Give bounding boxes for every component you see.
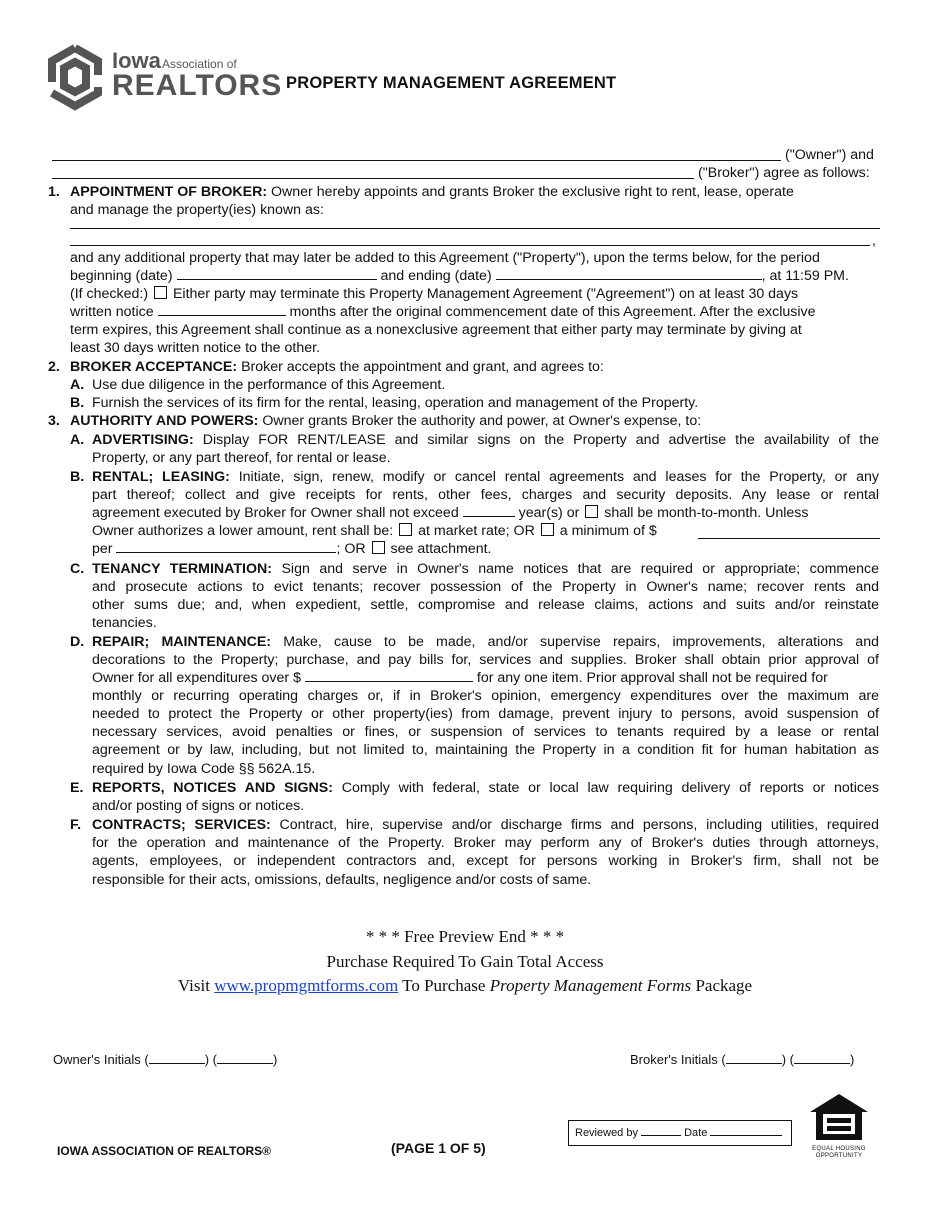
property-address-field-1[interactable] — [70, 228, 880, 229]
section-3f-line-3: agents, employees, or independent contractors and, except for persons working in Broker's firm, shall not be — [92, 853, 879, 869]
paren-open: ( — [789, 1052, 795, 1067]
section-3c-line-4: tenancies. — [92, 615, 157, 631]
expenditure-limit-field[interactable] — [305, 669, 473, 682]
realtors-hexagon-icon — [44, 42, 106, 112]
address-comma: , — [872, 233, 876, 249]
purchase-link-line — [0, 976, 930, 996]
page-title: PROPERTY MANAGEMENT AGREEMENT — [286, 74, 617, 92]
footer-organization: IOWA ASSOCIATION OF REALTORS® — [57, 1144, 271, 1158]
section-1-line-6 — [70, 303, 816, 321]
review-date-label: Date — [684, 1127, 708, 1139]
iowa-realtors-logo — [44, 42, 283, 114]
early-termination-checkbox[interactable] — [154, 286, 167, 299]
section-3e-line-2: and/or posting of signs or notices. — [92, 798, 305, 814]
beginning-date-field[interactable] — [177, 267, 377, 280]
section-3f-line-1 — [92, 816, 879, 834]
rental-leasing-heading: RENTAL; LEASING: — [92, 469, 230, 485]
section-3f-label: F. — [70, 817, 82, 833]
lease-years-field[interactable] — [463, 504, 515, 517]
section-3a-label: A. — [70, 432, 85, 448]
reviewed-by-label: Reviewed by — [575, 1127, 638, 1139]
section-1-text: Owner hereby appoints and grants Broker the exclusive right to rent, lease, operate — [271, 184, 794, 200]
section-3c-line-1 — [92, 560, 879, 578]
owner-initials-field-2[interactable] — [217, 1051, 273, 1064]
section-2b-text: Furnish the services of its firm for the rental, leasing, operation and management of the Property. — [92, 395, 699, 411]
section-1-line-8: least 30 days written notice to the other. — [70, 340, 321, 356]
section-3d-line-2: decorations to the Property; purchase, and pay bills for, services and supplies. Broker shall obtain prior approval of — [92, 652, 879, 668]
reviewed-by-field[interactable] — [641, 1125, 681, 1136]
month-to-month-checkbox[interactable] — [585, 505, 598, 518]
lease-limit-text: agreement executed by Broker for Owner shall not exceed — [92, 505, 459, 521]
section-1-line-2: and manage the property(ies) known as: — [70, 202, 324, 218]
market-rate-checkbox[interactable] — [399, 523, 412, 536]
or-text: ; OR — [336, 541, 366, 557]
propmgmtforms-link[interactable]: www.propmgmtforms.com — [214, 976, 399, 995]
reviewed-by-box — [568, 1120, 792, 1146]
section-3c-label: C. — [70, 561, 85, 577]
section-3-heading: AUTHORITY AND POWERS: — [70, 413, 259, 429]
years-or-text: year(s) or — [518, 505, 580, 521]
eho-line-1: EQUAL HOUSING — [812, 1146, 866, 1152]
owner-initials-field-1[interactable] — [149, 1051, 205, 1064]
section-1-line-1 — [70, 183, 794, 201]
section-3d-line-5: needed to protect the Property or other property(ies) from damage, prevent injury to persons, avoid suspension of — [92, 706, 879, 722]
reviewed-by-row — [575, 1124, 782, 1142]
see-attachment-text: see attachment. — [390, 541, 492, 557]
tenancy-termination-text: Sign and serve in Owner's name notices that are required or appropriate; commence — [281, 561, 879, 577]
paren-open: ( — [721, 1052, 726, 1067]
section-2-text: Broker accepts the appointment and grant, and agrees to: — [241, 359, 604, 375]
section-1-heading: APPOINTMENT OF BROKER: — [70, 184, 268, 200]
equal-housing-house-icon — [808, 1092, 870, 1142]
section-1-number: 1. — [48, 184, 60, 200]
expenditure-text: Owner for all expenditures over $ — [92, 670, 301, 686]
page-number: (PAGE 1 OF 5) — [391, 1140, 486, 1156]
notice-months-field[interactable] — [158, 303, 286, 316]
contracts-services-text: Contract, hire, supervise and/or discharge firms and persons, including utilities, required — [279, 817, 879, 833]
per-text: per — [92, 541, 113, 557]
section-3d-label: D. — [70, 634, 85, 650]
section-3a-line-1 — [92, 431, 879, 449]
section-3-number: 3. — [48, 413, 60, 429]
section-3b-line-3 — [92, 504, 808, 522]
owner-label: ("Owner") and — [785, 147, 874, 163]
section-1-line-7: term expires, this Agreement shall continue as a nonexclusive agreement that either party may terminate by giving at — [70, 322, 802, 338]
advertising-text: Display FOR RENT/LEASE and similar signs on the Property and advertise the availability of the — [202, 432, 879, 448]
logo-association-text: Association of — [162, 57, 237, 71]
section-3b-line-2: part thereof; collect and give receipts for rents, other fees, charges and security deposits. Any lease or rental — [92, 487, 879, 503]
section-3b-line-5 — [92, 540, 492, 558]
contracts-services-heading: CONTRACTS; SERVICES: — [92, 817, 271, 833]
reports-notices-text: Comply with federal, state or local law requiring delivery of reports or notices — [341, 780, 879, 796]
rent-amount-text: Owner authorizes a lower amount, rent shall be: — [92, 523, 394, 539]
paren-close: ) — [781, 1052, 787, 1067]
broker-initials-field-1[interactable] — [726, 1051, 782, 1064]
section-3d-line-6: necessary services, avoid penalties or fines, or suspension of services to tenants required by a lease or rental — [92, 724, 879, 740]
written-notice-label: written notice — [70, 304, 154, 320]
section-2a-text: Use due diligence in the performance of this Agreement. — [92, 377, 446, 393]
prior-approval-text: for any one item. Prior approval shall not be required for — [476, 670, 828, 686]
property-address-field-2[interactable] — [70, 245, 870, 246]
see-attachment-checkbox[interactable] — [372, 541, 385, 554]
section-2-number: 2. — [48, 359, 60, 375]
review-date-field[interactable] — [710, 1125, 782, 1136]
section-3d-line-4: monthly or recurring operating charges or, if in Broker's opinion, emergency expenditures over the maximum are — [92, 688, 879, 704]
section-3c-line-2: and prosecute actions to evict tenants; recover possession of the Property in Owner's name; recover rents and — [92, 579, 879, 595]
rental-leasing-text: Initiate, sign, renew, modify or cancel rental agreements and leases for the Property, or any — [238, 469, 879, 485]
months-text: months after the original commencement date of this Agreement. After the exclusive — [289, 304, 816, 320]
section-3d-line-3 — [92, 669, 828, 687]
logo-realtors-text: REALTORS — [112, 69, 283, 102]
preview-end-notice: * * * Free Preview End * * * — [365, 927, 565, 946]
advertising-heading: ADVERTISING: — [92, 432, 194, 448]
tenancy-termination-heading: TENANCY TERMINATION: — [92, 561, 272, 577]
section-3b-label: B. — [70, 469, 85, 485]
section-3f-line-2: for the operation and maintenance of the Property. Broker may perform any of Broker's duties through attorneys, — [92, 835, 879, 851]
section-2-heading: BROKER ACCEPTANCE: — [70, 359, 238, 375]
section-3c-line-3: other sums due; and, when expedient, settle, compromise and release claims, actions and suits and/or reinstate — [92, 597, 879, 613]
eho-text — [808, 1146, 870, 1160]
section-3f-line-4: responsible for their acts, omissions, defaults, negligence and/or costs of same. — [92, 872, 592, 888]
market-rate-text: at market rate; OR — [418, 523, 535, 539]
rent-period-field[interactable] — [116, 540, 336, 553]
to-purchase-text: To Purchase — [402, 976, 486, 995]
section-3d-line-8: required by Iowa Code §§ 562A.15. — [92, 761, 316, 777]
section-1-line-4 — [70, 267, 849, 285]
ending-date-field[interactable] — [496, 267, 762, 280]
owner-initials — [53, 1051, 277, 1069]
section-3d-line-1 — [92, 633, 879, 651]
minimum-rent-checkbox[interactable] — [541, 523, 554, 536]
section-3d-line-7: agreement or by law, including, but not limited to, maintaining the Property in a condition fit for human habitation as — [92, 742, 879, 758]
end-time-text: , at 11:59 PM. — [761, 268, 849, 284]
paren-close: ) — [273, 1052, 278, 1067]
owner-initials-label: Owner's Initials — [53, 1052, 141, 1067]
section-2b-label: B. — [70, 395, 85, 411]
section-3b-line-1 — [92, 468, 879, 486]
broker-initials-label: Broker's Initials — [630, 1052, 718, 1067]
minimum-rent-text: a minimum of $ — [559, 523, 657, 539]
equal-housing-logo — [808, 1092, 870, 1160]
ending-date-label: and ending (date) — [380, 268, 492, 284]
repair-maintenance-text: Make, cause to be made, and/or supervise repairs, improvements, alterations and — [283, 634, 879, 650]
section-2-line — [70, 358, 604, 376]
broker-label: ("Broker") agree as follows: — [698, 165, 870, 181]
logo-iowa-text: Iowa — [112, 48, 161, 73]
if-checked-label: (If checked:) — [70, 286, 149, 302]
paren-close: ) — [204, 1052, 210, 1067]
paren-close: ) — [850, 1052, 855, 1067]
package-text: Package — [695, 976, 753, 995]
section-2a-label: A. — [70, 377, 85, 393]
eho-line-2: OPPORTUNITY — [815, 1153, 863, 1159]
broker-name-field[interactable] — [52, 178, 694, 179]
section-1-line-3: and any additional property that may later be added to this Agreement ("Property"), upon the terms below, for the period — [70, 250, 820, 266]
section-3-line — [70, 412, 701, 430]
beginning-date-label: beginning (date) — [70, 268, 173, 284]
section-3a-line-2: Property, or any part thereof, for rental or lease. — [92, 450, 391, 466]
paren-open: ( — [212, 1052, 218, 1067]
purchase-required-notice: Purchase Required To Gain Total Access — [326, 952, 604, 971]
section-3e-line-1 — [92, 779, 879, 797]
early-termination-text: Either party may terminate this Property Management Agreement ("Agreement") on at least 30 days — [172, 286, 799, 302]
owner-name-field[interactable] — [52, 160, 781, 161]
minimum-rent-field[interactable] — [698, 538, 880, 539]
section-3-text: Owner grants Broker the authority and power, at Owner's expense, to: — [262, 413, 702, 429]
reports-notices-heading: REPORTS, NOTICES AND SIGNS: — [92, 780, 333, 796]
paren-open: ( — [144, 1052, 149, 1067]
month-to-month-text: shall be month-to-month. Unless — [604, 505, 809, 521]
broker-initials — [630, 1051, 854, 1069]
section-1-line-5 — [70, 285, 798, 303]
section-3b-line-4 — [92, 522, 657, 540]
broker-initials-field-2[interactable] — [794, 1051, 850, 1064]
repair-maintenance-heading: REPAIR; MAINTENANCE: — [92, 634, 272, 650]
section-3e-label: E. — [70, 780, 84, 796]
package-name: Property Management Forms — [489, 976, 692, 995]
visit-text: Visit — [177, 976, 210, 995]
